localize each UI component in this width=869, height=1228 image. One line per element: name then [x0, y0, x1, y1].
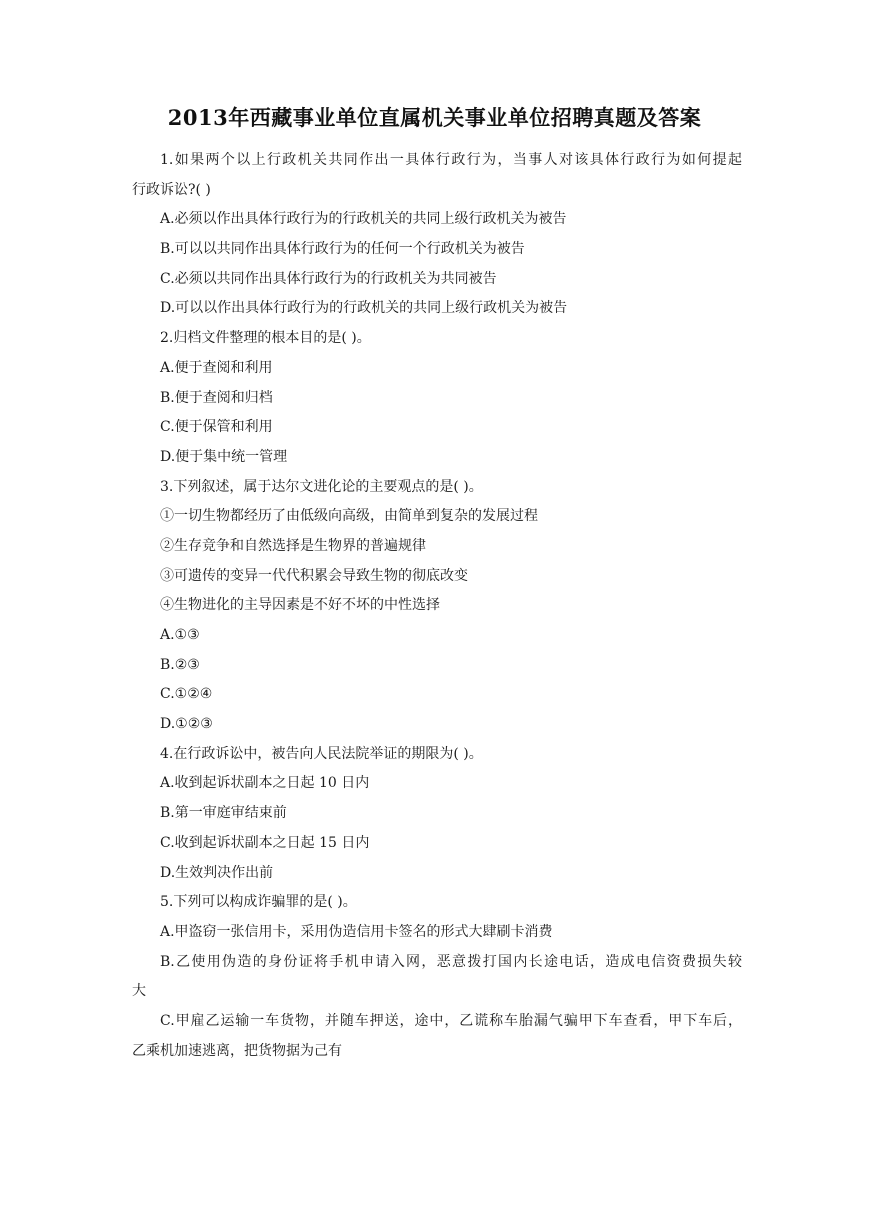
- question-2-option-c: C.便于保管和利用: [160, 419, 273, 436]
- question-4-option-b: B.第一审庭审结束前: [160, 805, 287, 822]
- question-5-option-c-line-2: 乙乘机加速逃离，把货物据为己有: [132, 1042, 342, 1059]
- question-4-option-a: A.收到起诉状副本之日起 10 日内: [160, 775, 370, 792]
- question-1-option-a: A.必须以作出具体行政行为的行政机关的共同上级行政机关为被告: [160, 211, 567, 228]
- question-5-option-a: A.甲盗窃一张信用卡，采用伪造信用卡签名的形式大肆刷卡消费: [160, 923, 553, 940]
- question-5-stem: 5.下列可以构成诈骗罪的是( )。: [160, 894, 357, 911]
- question-1-option-d: D.可以以作出具体行政行为的行政机关的共同上级行政机关为被告: [160, 300, 568, 317]
- question-3-stem: 3.下列叙述，属于达尔文进化论的主要观点的是( )。: [160, 478, 483, 495]
- question-1-stem-line-1: 1.如果两个以上行政机关共同作出一具体行政行为，当事人对该具体行政行为如何提起: [160, 152, 742, 168]
- question-3-option-d: D.①②③: [160, 716, 213, 733]
- question-5-option-b-line-1: B.乙使用伪造的身份证将手机申请入网，恶意拨打国内长途电话，造成电信资费损失较: [160, 953, 742, 970]
- question-2-option-d: D.便于集中统一管理: [160, 448, 288, 465]
- question-3-option-a: A.①③: [160, 627, 200, 643]
- question-3-option-b: B.②③: [160, 656, 200, 673]
- question-3-statement-1: ①一切生物都经历了由低级向高级，由简单到复杂的发展过程: [160, 508, 538, 525]
- question-4-option-d: D.生效判决作出前: [160, 864, 274, 881]
- question-3-statement-2: ②生存竞争和自然选择是生物界的普遍规律: [160, 537, 426, 554]
- question-1-stem-line-2: 行政诉讼?( ): [132, 181, 211, 198]
- question-2-option-b: B.便于查阅和归档: [160, 389, 273, 406]
- question-3-statement-3: ③可遗传的变异一代代积累会导致生物的彻底改变: [160, 567, 468, 584]
- question-1-option-c: C.必须以共同作出具体行政行为的行政机关为共同被告: [160, 270, 497, 287]
- question-3-option-c: C.①②④: [160, 686, 213, 703]
- question-5-option-b-line-2: 大: [132, 983, 146, 1000]
- document-body: [132, 146, 742, 1066]
- question-1-option-b: B.可以以共同作出具体行政行为的任何一个行政机关为被告: [160, 241, 525, 258]
- question-4-option-c: C.收到起诉状副本之日起 15 日内: [160, 834, 370, 851]
- document-title: 2013年西藏事业单位直属机关事业单位招聘真题及答案: [167, 105, 702, 130]
- question-4-stem: 4.在行政诉讼中，被告向人民法院举证的期限为( )。: [160, 745, 483, 762]
- question-5-option-c-line-1: C.甲雇乙运输一车货物，并随车押送，途中，乙谎称车胎漏气骗甲下车查看，甲下车后，: [160, 1012, 742, 1029]
- question-2-option-a: A.便于查阅和利用: [160, 359, 273, 376]
- question-3-statement-4: ④生物进化的主导因素是不好不坏的中性选择: [160, 597, 440, 614]
- question-2-stem: 2.归档文件整理的根本目的是( )。: [160, 330, 371, 347]
